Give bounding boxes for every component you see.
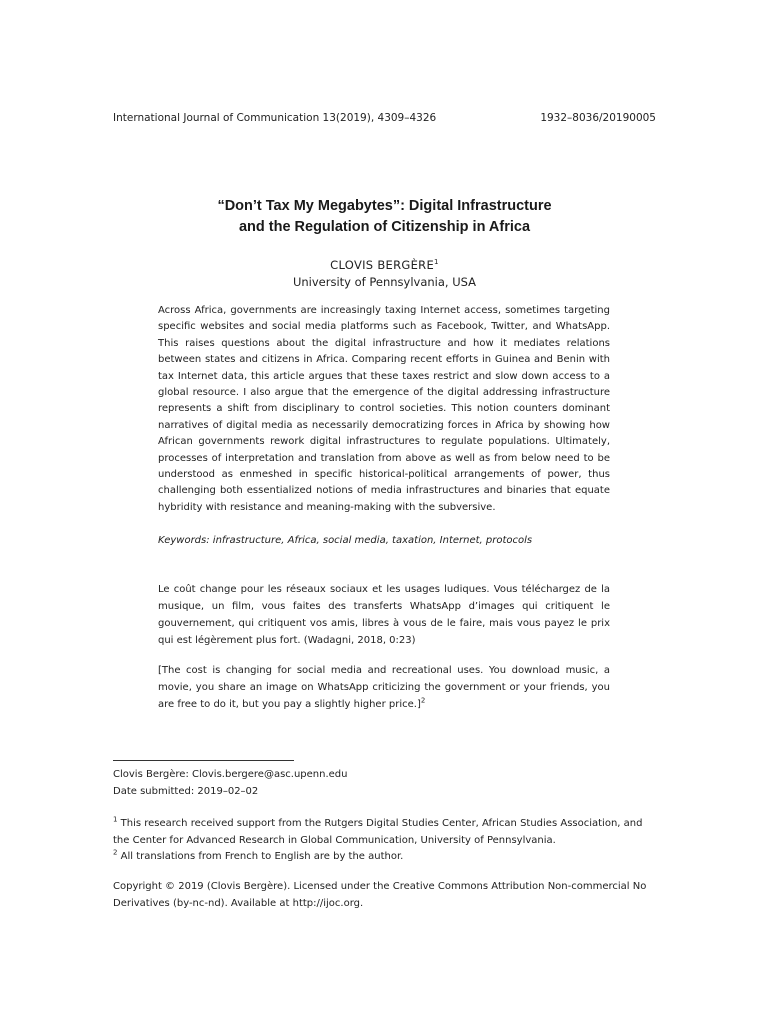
- epigraph-footnote-mark: 2: [420, 696, 426, 705]
- footnote-1-text: This research received support from the Rutgers Digital Studies Center, African Studies Association, and the Center for Advanced Research in Global Communication, University of Pennsylvania.: [113, 818, 643, 846]
- date-submitted: Date submitted: 2019–02–02: [113, 786, 259, 797]
- epigraph-english-text: [The cost is changing for social media and recreational uses. You download music, a movie, you share an image on WhatsApp criticizing the government or your friends, you are free to do it, but you pay a slightly higher price.]: [158, 665, 610, 710]
- title-line-1: “Don’t Tax My Megabytes”: Digital Infrastructure: [217, 198, 552, 214]
- footnote-1: [113, 816, 656, 849]
- footnotes: [113, 816, 656, 866]
- epigraph-english: [158, 662, 610, 713]
- author-footnote-mark: 1: [434, 258, 439, 267]
- footnote-2-text: All translations from French to English are by the author.: [117, 851, 404, 862]
- issn: 1932–8036/20190005: [540, 112, 656, 124]
- author-name-line: [113, 257, 656, 273]
- title-line-2: and the Regulation of Citizenship in Africa: [238, 219, 531, 235]
- author-contact: [113, 766, 656, 800]
- running-head: [113, 112, 656, 124]
- abstract: Across Africa, governments are increasingly taxing Internet access, sometimes targeting specific websites and social media platforms such as Facebook, Twitter, and WhatsApp. This raises questions about the digital infrastructure and how it mediates relations between states and citizens in Africa. Comparing recent efforts in Guinea and Benin with tax Internet data, this article argues that these taxes restrict and slow down access to a global resource. I also argue that the emergence of the digital addressing infrastructure represents a shift from disciplinary to control societies. This notion counters dominant narratives of digital media as necessarily democratizing forces in Africa by showing how African governments rework digital infrastructures to regulate populations. Ultimately, processes of interpretation and translation from above as well as from below need to be understood as enmeshed in specific historical-political arrangements of power, thus challenging both essentialized notions of media infrastructures and binaries that equate hybridity with resistance and meaning-making with the subversive.: [158, 305, 610, 513]
- author-name: CLOVIS BERGÈRE: [330, 258, 435, 272]
- author-affiliation: University of Pennsylvania, USA: [292, 275, 477, 289]
- article-title: [113, 196, 656, 238]
- contact-email-line: Clovis Bergère: Clovis.bergere@asc.upenn.edu: [113, 769, 348, 780]
- footnote-2-mark: 2: [113, 848, 118, 857]
- footnote-2: [113, 849, 656, 866]
- epigraph-french: Le coût change pour les réseaux sociaux et les usages ludiques. Vous téléchargez de la musique, un film, vous faites des transferts WhatsApp d’images qui critiquent le gouvernement, qui critiquent vos amis, libres à vous de le faire, mais vous payez le prix qui est légèrement plus fort. (Wadagni, 2018, 0:23): [158, 584, 610, 646]
- footnote-divider: [113, 760, 294, 761]
- keywords: Keywords: infrastructure, Africa, social media, taxation, Internet, protocols: [158, 535, 533, 546]
- footnote-1-mark: 1: [113, 815, 118, 824]
- copyright-notice: Copyright © 2019 (Clovis Bergère). Licensed under the Creative Commons Attribution Non-commercial No Derivatives (by-nc-nd). Available at http://ijoc.org.: [113, 881, 647, 909]
- journal-citation: International Journal of Communication 13(2019), 4309–4326: [113, 112, 437, 124]
